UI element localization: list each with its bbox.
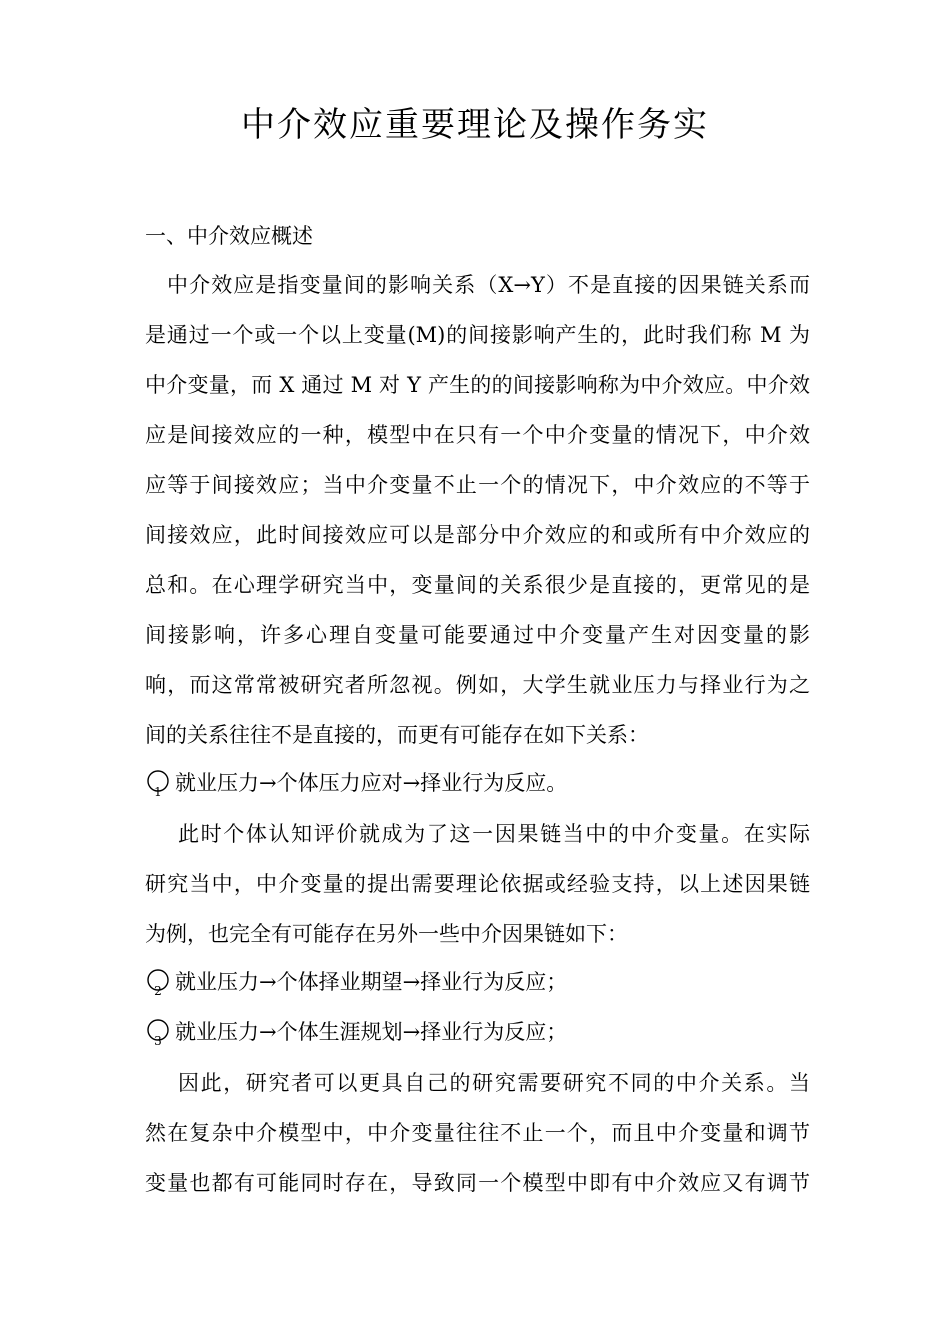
paragraph-line: 研究当中，中介变量的提出需要理论依据或经验支持，以上述因果链 bbox=[145, 872, 810, 896]
circled-number-icon bbox=[145, 767, 175, 799]
list-item-text: 就业压力→个体择业期望→择业行为反应； bbox=[175, 970, 568, 994]
document-title: 中介效应重要理论及操作务实 bbox=[241, 105, 709, 145]
list-item bbox=[145, 966, 567, 998]
paragraph-line: 间接影响，许多心理自变量可能要通过中介变量产生对因变量的影 bbox=[145, 623, 810, 647]
svg-text:3: 3 bbox=[154, 1034, 162, 1048]
paragraph-line: 中介效应是指变量间的影响关系（X→Y）不是直接的因果链关系而 bbox=[167, 273, 810, 297]
paragraph-line: 总和。在心理学研究当中，变量间的关系很少是直接的，更常见的是 bbox=[145, 573, 810, 597]
svg-text:2: 2 bbox=[154, 984, 162, 998]
paragraph-line: 是通过一个或一个以上变量(M)的间接影响产生的，此时我们称 M 为 bbox=[145, 323, 810, 347]
paragraph-line: 中介变量，而 X 通过 M 对 Y 产生的的间接影响称为中介效应。中介效 bbox=[145, 373, 810, 397]
paragraph-line: 响，而这常常被研究者所忽视。例如，大学生就业压力与择业行为之 bbox=[145, 673, 810, 697]
paragraph-line: 间接效应，此时间接效应可以是部分中介效应的和或所有中介效应的 bbox=[145, 523, 810, 547]
paragraph-line: 因此，研究者可以更具自己的研究需要研究不同的中介关系。当 bbox=[178, 1071, 810, 1095]
paragraph-line: 变量也都有可能同时存在，导致同一个模型中即有中介效应又有调节 bbox=[145, 1171, 810, 1195]
paragraph-line: 应等于间接效应；当中介变量不止一个的情况下，中介效应的不等于 bbox=[145, 473, 810, 497]
paragraph-line: 然在复杂中介模型中，中介变量往往不止一个，而且中介变量和调节 bbox=[145, 1121, 810, 1145]
list-item bbox=[145, 767, 567, 799]
paragraph-line: 应是间接效应的一种，模型中在只有一个中介变量的情况下，中介效 bbox=[145, 423, 810, 447]
circled-number-icon bbox=[145, 966, 175, 998]
list-item bbox=[145, 1016, 567, 1048]
circled-number-icon bbox=[145, 1016, 175, 1048]
svg-text:1: 1 bbox=[154, 785, 162, 799]
section-heading: 一、中介效应概述 bbox=[145, 224, 313, 248]
paragraph-line: 为例，也完全有可能存在另外一些中介因果链如下： bbox=[145, 922, 628, 946]
paragraph-line: 此时个体认知评价就成为了这一因果链当中的中介变量。在实际 bbox=[178, 822, 810, 846]
list-item-text: 就业压力→个体压力应对→择业行为反应。 bbox=[175, 771, 568, 795]
paragraph-line: 间的关系往往不是直接的，而更有可能存在如下关系： bbox=[145, 723, 649, 747]
list-item-text: 就业压力→个体生涯规划→择业行为反应； bbox=[175, 1020, 568, 1044]
